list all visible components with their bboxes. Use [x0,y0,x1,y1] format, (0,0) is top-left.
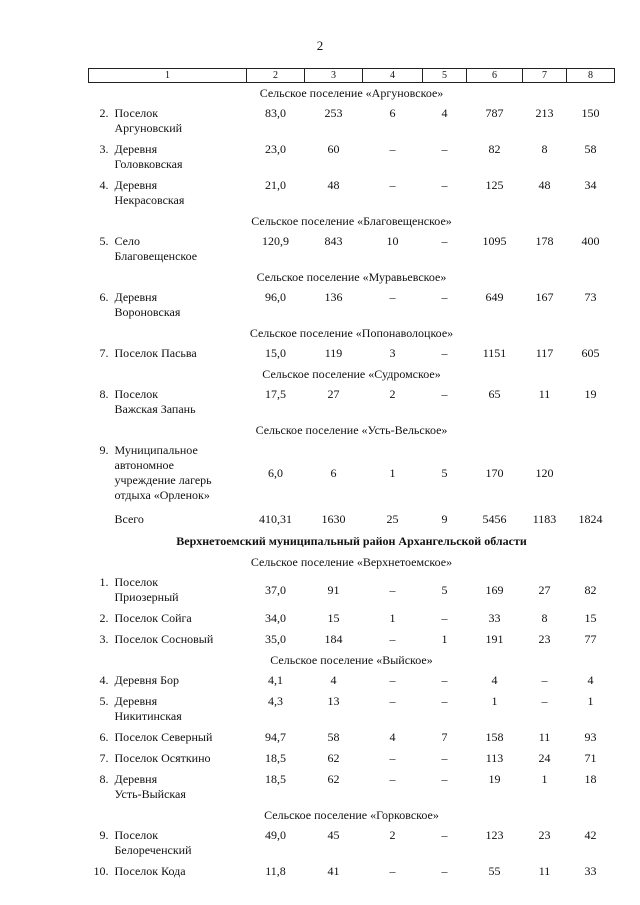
value-cell: 55 [488,864,501,878]
section-heading-row [89,420,615,440]
row-number: 2. [99,611,109,625]
value-cell: 18 [584,772,597,786]
total-value: 1824 [578,512,603,526]
value-cell: 1151 [482,346,507,360]
value-cell [567,440,615,506]
settlement-name-cell [89,861,247,882]
table-row [89,825,615,861]
column-header: 2 [247,69,305,83]
value-cell: 33 [584,864,597,878]
value-cell: 1 [541,772,548,786]
section-heading-row [89,805,615,825]
settlement-name-line: отдыха «Орленок» [114,488,210,502]
settlement-name-line: Поселок Пасьва [114,346,197,360]
value-cell: 15 [584,611,597,625]
value-cell: – [389,772,396,786]
value-cell: 7 [441,730,448,744]
value-cell: 65 [488,387,501,401]
value-cell: – [441,142,448,156]
value-cell: – [441,864,448,878]
value-cell: 60 [327,142,340,156]
value-cell: 4 [441,106,448,120]
value-cell: 11 [538,387,551,401]
row-number: 3. [99,142,109,156]
value-cell: 5 [441,465,448,480]
value-cell: 45 [327,828,340,842]
value-cell: 35,0 [265,632,286,646]
settlement-name-line: Деревня [114,772,158,786]
total-value: 1630 [321,512,346,526]
value-cell: 8 [541,611,548,625]
settlement-name-cell [89,175,247,211]
value-cell: 6 [389,106,396,120]
table-row [89,572,615,608]
settlement-name-cell [89,608,247,629]
value-cell: 3 [389,346,396,360]
settlement-name-line: Поселок Осяткино [114,751,211,765]
value-cell: – [541,694,548,708]
value-cell: 58 [584,142,597,156]
settlement-name-line: Поселок Сосновый [114,632,214,646]
value-cell: 6,0 [268,465,283,480]
value-cell: 1 [491,694,498,708]
value-cell: 18,5 [265,751,286,765]
value-cell: 82 [488,142,501,156]
value-cell: 23,0 [265,142,286,156]
value-cell: 1 [389,611,396,625]
value-cell: 11 [538,730,551,744]
row-number: 4. [99,673,109,687]
total-value: 1183 [532,512,557,526]
section-heading: Сельское поселение «Муравьевское» [256,270,447,284]
settlement-name-line: Поселок Кода [114,864,186,878]
value-cell: 41 [327,864,340,878]
settlement-name-cell [89,769,247,805]
total-value: 5456 [482,512,507,526]
section-heading-row [89,83,615,104]
table-row [89,384,615,420]
column-header: 4 [363,69,423,83]
row-number: 10. [93,864,109,878]
settlement-name-line: Никитинская [114,709,182,723]
settlement-name-line: Муниципальное [114,443,198,457]
value-cell: 34 [584,178,597,192]
settlements-table [88,68,615,882]
section-heading: Сельское поселение «Верхнетоемское» [250,555,453,569]
value-cell: 19 [584,387,597,401]
district-heading: Верхнетоемский муниципальный район Архангельской области [176,534,527,548]
settlement-name-line: Важская Запань [114,402,196,416]
table-row [89,670,615,691]
value-cell: 123 [485,828,504,842]
section-heading: Сельское поселение «Попонаволоцкое» [249,326,454,340]
value-cell: 2 [389,828,396,842]
table-row [89,175,615,211]
settlement-name-line: учреждение лагерь [114,473,212,487]
column-header: 3 [305,69,363,83]
value-cell: – [441,751,448,765]
settlement-name-line: Поселок [114,387,159,401]
table-row [89,231,615,267]
value-cell: 48 [538,178,551,192]
value-cell: – [389,142,396,156]
table-row [89,861,615,882]
table-header [89,69,615,83]
row-number: 6. [99,730,109,744]
value-cell: 83,0 [265,106,286,120]
section-heading-row [89,323,615,343]
value-cell: 49,0 [265,828,286,842]
value-cell: 8 [541,142,548,156]
value-cell: 24 [538,751,551,765]
value-cell: 48 [327,178,340,192]
value-cell: 93 [584,730,597,744]
value-cell: 158 [485,730,504,744]
settlement-name-cell [89,670,247,691]
value-cell: 169 [485,582,504,597]
settlement-name-line: Деревня [114,694,158,708]
table-row [89,748,615,769]
value-cell: – [389,694,396,708]
value-cell: 1 [587,694,594,708]
settlement-name-line: Благовещенское [114,249,198,263]
table-row [89,608,615,629]
total-row [89,506,615,530]
value-cell: – [441,772,448,786]
value-cell: 843 [324,234,343,248]
settlement-name-line: Усть-Выйская [114,787,186,801]
column-header: 1 [89,69,247,83]
settlement-name-line: Деревня Бор [114,673,179,687]
value-cell: 13 [327,694,340,708]
value-cell: 42 [584,828,597,842]
settlement-name-line: Поселок Сойга [114,611,192,625]
row-number: 4. [99,178,109,192]
section-heading-row [89,267,615,287]
value-cell: 117 [535,346,554,360]
value-cell: 19 [488,772,501,786]
value-cell: 71 [584,751,597,765]
value-cell: 4 [389,730,396,744]
value-cell: 62 [327,751,340,765]
value-cell: 4 [491,673,498,687]
settlement-name-cell [89,572,247,608]
value-cell: 2 [389,387,396,401]
section-heading-row [89,552,615,572]
total-value: 410,31 [259,512,292,526]
value-cell: 37,0 [265,582,286,597]
value-cell: – [389,178,396,192]
section-heading: Сельское поселение «Усть-Вельское» [255,423,448,437]
value-cell: 213 [535,106,554,120]
value-cell: – [541,673,548,687]
value-cell: 167 [535,290,554,304]
section-heading-row [89,211,615,231]
section-heading: Сельское поселение «Благовещенское» [251,214,452,228]
value-cell: 18,5 [265,772,286,786]
value-cell: 120 [535,465,554,480]
row-number: 5. [99,694,109,708]
total-value: 25 [386,512,399,526]
value-cell: 73 [584,290,597,304]
table-row [89,343,615,364]
row-number: 9. [99,828,109,842]
value-cell: 170 [485,465,504,480]
value-cell: 11,8 [265,864,286,878]
table-row [89,103,615,139]
value-cell: 184 [324,632,343,646]
value-cell: 150 [581,106,600,120]
value-cell: 136 [324,290,343,304]
value-cell: 34,0 [265,611,286,625]
value-cell: 1 [441,632,448,646]
section-heading: Сельское поселение «Аргуновское» [259,86,444,100]
column-header: 6 [467,69,523,83]
value-cell: – [441,290,448,304]
value-cell: 119 [324,346,343,360]
value-cell: 6 [330,465,337,480]
value-cell: – [389,864,396,878]
value-cell: 21,0 [265,178,286,192]
value-cell: – [389,582,396,597]
value-cell: 23 [538,632,551,646]
value-cell: 27 [538,582,551,597]
settlement-name-cell [89,691,247,727]
value-cell: 1 [389,465,396,480]
settlement-name-line: автономное [114,458,174,472]
value-cell: 649 [485,290,504,304]
settlement-name-line: Аргуновский [114,121,183,135]
section-heading-row [89,364,615,384]
value-cell: – [441,611,448,625]
value-cell: 4,1 [268,673,283,687]
table-row [89,629,615,650]
value-cell: 27 [327,387,340,401]
value-cell: 113 [485,751,504,765]
settlement-name-line: Головковская [114,157,183,171]
settlement-name-line: Некрасовская [114,193,185,207]
settlement-name-cell [89,343,247,364]
settlement-name-line: Поселок [114,575,159,589]
value-cell: 33 [488,611,501,625]
row-number: 9. [99,443,109,457]
value-cell: – [441,387,448,401]
section-heading: Сельское поселение «Горковское» [264,808,439,822]
page-number: 2 [316,38,324,53]
total-value: 9 [441,512,448,526]
value-cell: 62 [327,772,340,786]
value-cell: 605 [581,346,600,360]
settlement-name-line: Поселок [114,828,159,842]
value-cell: 17,5 [265,387,286,401]
value-cell: 4 [587,673,594,687]
value-cell: 253 [324,106,343,120]
section-heading: Сельское поселение «Выйское» [270,653,433,667]
column-header: 5 [423,69,467,83]
value-cell: – [441,694,448,708]
settlement-name-cell [89,440,247,506]
column-header: 8 [567,69,615,83]
value-cell: 94,7 [265,730,286,744]
value-cell: 4,3 [268,694,283,708]
table-row [89,691,615,727]
row-number: 7. [99,346,109,360]
settlement-name-cell [89,384,247,420]
value-cell: – [441,234,448,248]
table-row [89,440,615,506]
table-row [89,769,615,805]
settlement-name-cell [89,287,247,323]
value-cell: 10 [386,234,399,248]
value-cell: 15 [327,611,340,625]
value-cell: – [441,673,448,687]
table-row [89,139,615,175]
value-cell: 125 [485,178,504,192]
value-cell: – [389,290,396,304]
total-label: Всего [114,512,144,526]
value-cell: 191 [485,632,504,646]
settlement-name-cell [89,629,247,650]
settlement-name-line: Деревня [114,178,158,192]
value-cell: 4 [330,673,337,687]
settlement-name-line: Вороновская [114,305,181,319]
settlement-name-cell [89,825,247,861]
value-cell: 96,0 [265,290,286,304]
settlement-name-cell [89,139,247,175]
column-header: 7 [523,69,567,83]
value-cell: 23 [538,828,551,842]
value-cell: 58 [327,730,340,744]
settlement-name-line: Поселок Северный [114,730,213,744]
row-number: 8. [99,772,109,786]
settlement-name-cell [89,748,247,769]
value-cell: 77 [584,632,597,646]
settlement-name-cell [89,231,247,267]
value-cell: – [389,673,396,687]
district-heading-row [89,530,615,552]
value-cell: 82 [584,582,597,597]
row-number: 6. [99,290,109,304]
value-cell: 120,9 [262,234,289,248]
value-cell: – [441,828,448,842]
value-cell: 91 [327,582,340,597]
value-cell: – [441,346,448,360]
value-cell: 400 [581,234,600,248]
settlement-name-cell [89,727,247,748]
section-heading-row [89,650,615,670]
settlement-name-line: Деревня [114,142,158,156]
value-cell: – [389,751,396,765]
value-cell: 1095 [482,234,507,248]
row-number: 8. [99,387,109,401]
settlement-name-line: Белореченский [114,843,192,857]
row-number: 7. [99,751,109,765]
value-cell: 15,0 [265,346,286,360]
value-cell: 787 [485,106,504,120]
value-cell: – [389,632,396,646]
row-number: 5. [99,234,109,248]
value-cell: 5 [441,582,448,597]
settlement-name-line: Деревня [114,290,158,304]
settlement-name-cell [89,103,247,139]
row-number: 1. [99,575,109,589]
value-cell: 11 [538,864,551,878]
settlement-name-line: Поселок [114,106,159,120]
value-cell: 178 [535,234,554,248]
settlement-name-line: Приозерный [114,590,179,604]
section-heading: Сельское поселение «Судромское» [262,367,441,381]
row-number: 3. [99,632,109,646]
table-row [89,287,615,323]
row-number: 2. [99,106,109,120]
settlement-name-line: Село [114,234,140,248]
table-row [89,727,615,748]
value-cell: – [441,178,448,192]
